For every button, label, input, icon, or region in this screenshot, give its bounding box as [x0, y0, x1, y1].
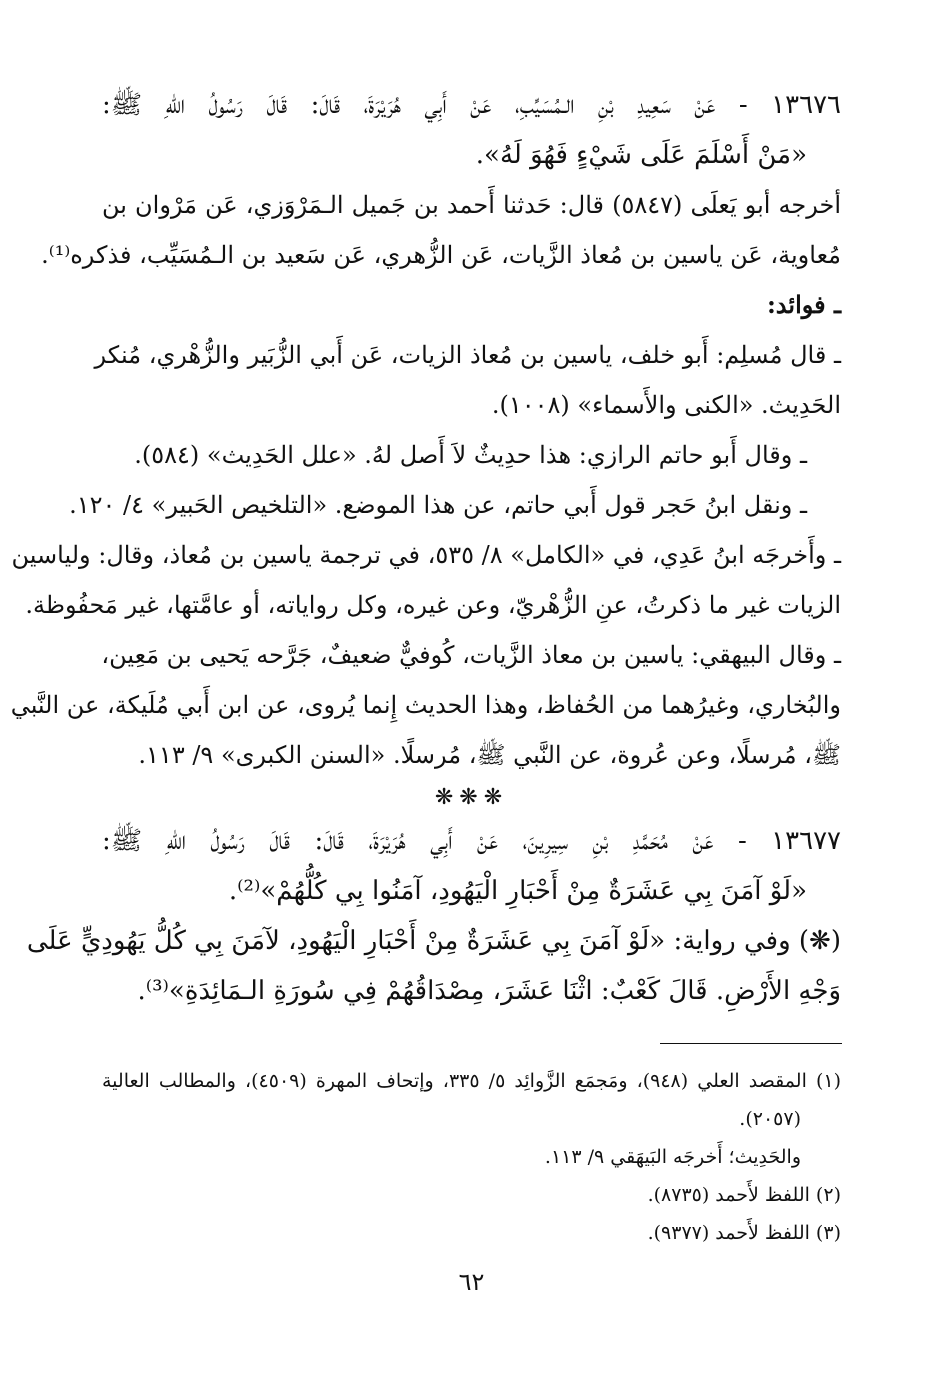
faida-1-line-2: الحَدِيث. «الكنى والأَسماء» (١٠٠٨). — [491, 391, 841, 419]
faida-4-line-2: الزيات غير ما ذكرتُ، عنِ الزُّهْريّ، وعن غيره، وكل رواياته، أو عامَّتها، غير مَحفُوظة. — [25, 591, 841, 619]
fawaid-heading: ـ فوائد: — [766, 290, 841, 319]
footnote-2: (٢) اللفظ لأَحمد (٨٧٣٥). — [647, 1184, 841, 1206]
faida-3: ـ ونقل ابنُ حَجر قول أَبي حاتم، عن هذا الموضع. «التلخيص الحَبير» ٤/ ١٢٠. — [69, 491, 807, 519]
hadith-13677-line-1: ١٣٦٧٧ - عَنْ مُحَمَّدِ بْنِ سِيرِينَ، عَنْ أَبِي هُرَيْرَةَ، قَالَ: قَالَ رَسُولُ اللهِ ﷺ: — [102, 826, 841, 856]
takhrij-line-2: مُعاوية، عَن ياسين بن مُعاذ الزَّيات، عَن الزُّهري، عَن سَعيد بن الـمُسَيِّب، فذكره⁽¹⁾. — [41, 241, 841, 269]
faida-2: ـ وقال أَبو حاتم الرازي: هذا حدِيثٌ لاَ أَصل لهُ. «علل الحَدِيث» (٥٨٤). — [134, 441, 807, 469]
faida-4-line-1: ـ وأَخرجَه ابنُ عَدِي، في «الكامل» ٨/ ٥٣٥، في ترجمة ياسين بن مُعاذ، وقال: ولياسين — [11, 541, 841, 569]
footnote-divider — [660, 1043, 842, 1044]
faida-5-line-1: ـ وقال البيهقي: ياسين بن معاذ الزَّيات، كُوفيٌّ ضعيفٌ، جَرَّحه يَحيى بن مَعِين، — [101, 641, 841, 669]
hadith-13676-line-2: «مَنْ أَسْلَمَ عَلَى شَيْءٍ فَهُوَ لَهُ». — [475, 140, 807, 170]
riwaya-line-2: وَجْهِ الأَرْضِ. قَالَ كَعْبٌ: اثْنَا عَشَرَ، مِصْدَاقُهُمْ فِي سُورَةِ الـمَائِدَةِ»⁽³⁾. — [137, 976, 841, 1006]
faida-1-line-1: ـ قال مُسلِم: أَبو خلف، ياسين بن مُعاذ الزيات، عَن أَبي الزُّبَير والزُّهْري، مُنكر — [94, 341, 841, 369]
footnote-1-line-2: (٢٠٥٧). — [739, 1108, 801, 1130]
footnote-1-line-3: والحَدِيث؛ أَخرجَه البَيهَقي ٩/ ١١٣. — [544, 1146, 801, 1168]
riwaya-line-1: (❋) وفي رواية: «لَوْ آمَنَ بِي عَشَرَةٌ مِنْ أَحْبَارِ الْيَهُودِ، لآمَنَ بِي كُلُّ يَهُودِيٍّ عَلَى — [26, 926, 841, 956]
hadith-13676-line-1: ١٣٦٧٦ - عَنْ سَعِيدِ بْنِ الـمُسَيِّبِ، عَنْ أَبِي هُرَيْرَةَ، قَالَ: قَالَ رَسُولُ اللهِ ﷺ: — [102, 90, 841, 120]
footnotes — [102, 1062, 841, 1252]
takhrij-line-1: أخرجه أبو يَعلَى (٥٨٤٧) قال: حَدثنا أَحمد بن جَميل الـمَرْوَزي، عَن مَرْوان بن — [102, 191, 841, 219]
footnote-1-line-1: (١) المقصد العلي (٩٤٨)، ومَجمَع الزَّوائِد ٥/ ٣٣٥، وإتحاف المهرة (٤٥٠٩)، والمطالب العالية — [102, 1070, 842, 1092]
section-separator: ❋❋❋ — [434, 785, 509, 810]
faida-5-line-2: والبُخاري، وغيرُهما من الحُفاظ، وهذا الحديث إِنما يُروى، عن ابن أَبي مُلَيكة، عن النَّبي — [10, 691, 841, 719]
footnote-3: (٣) اللفظ لأَحمد (٩٣٧٧). — [647, 1222, 841, 1244]
faida-5-line-3: ﷺ، مُرسلًا، وعن عُروة، عن النَّبي ﷺ، مُرسلًا. «السنن الكبرى» ٩/ ١١٣. — [138, 741, 841, 769]
hadith-13677-line-2: «لَوْ آمَنَ بِي عَشَرَةٌ مِنْ أَحْبَارِ الْيَهُودِ، آمَنُوا بِي كُلُّهُمْ»⁽²⁾. — [228, 876, 807, 906]
page-number: ٦٢ — [458, 1268, 485, 1296]
